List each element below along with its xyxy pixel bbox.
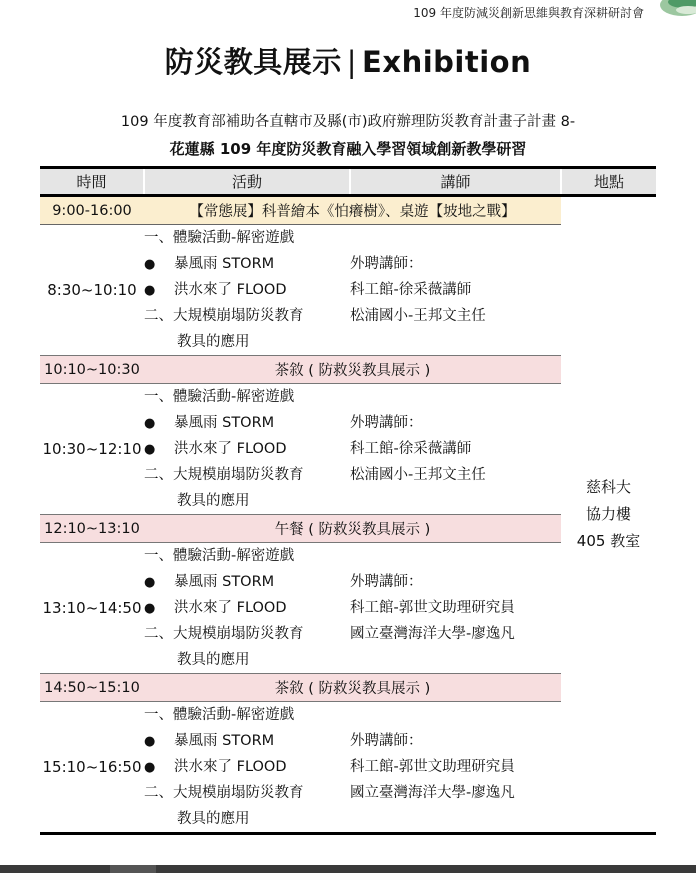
break-time: 12:10~13:10 <box>40 515 144 543</box>
exhibit-time: 9:00-16:00 <box>40 196 144 225</box>
break-time: 14:50~15:10 <box>40 674 144 702</box>
column-header-activity: 活動 <box>144 168 350 196</box>
location-cell <box>561 196 656 834</box>
break-text: 午餐 ( 防救災教具展示 ) <box>144 515 561 543</box>
session-activities <box>144 384 350 515</box>
bullet-icon: ● <box>144 257 156 272</box>
bullet-icon: ● <box>144 416 156 431</box>
activity-item <box>144 436 350 462</box>
activity-item <box>144 277 350 303</box>
location-line-3: 405 教室 <box>576 532 641 550</box>
activity-heading: 一、體驗活動-解密遊戲 <box>144 230 295 246</box>
break-time: 10:10~10:30 <box>40 356 144 384</box>
activity-item <box>144 754 350 780</box>
instructor-label: 外聘講師： <box>350 256 423 272</box>
title-zh: 防災教具展示 <box>164 45 342 79</box>
session-time: 10:30~12:10 <box>42 440 142 458</box>
instructor-label: 外聘講師： <box>350 415 423 431</box>
activity-heading: 二、大規模崩塌防災教育 <box>144 467 304 483</box>
title-separator: | <box>346 45 358 79</box>
instructor-name: 科工館-徐采薇講師 <box>350 441 472 457</box>
bullet-icon: ● <box>144 760 156 775</box>
conference-header-note: 109 年度防減災創新思維與教育深耕研討會 <box>413 6 644 20</box>
bullet-icon: ● <box>144 575 156 590</box>
activity-item-label: 洪水來了 FLOOD <box>174 282 287 298</box>
conference-logo-icon <box>654 0 696 20</box>
instructor-label: 外聘講師： <box>350 574 423 590</box>
program-subtitle: 109 年度教育部補助各直轄市及縣(市)政府辦理防災教育計畫子計畫 8- <box>120 114 576 130</box>
bullet-icon: ● <box>144 442 156 457</box>
column-header-time: 時間 <box>40 168 144 196</box>
bottom-scroll-bar[interactable] <box>0 865 696 873</box>
schedule-table <box>40 166 656 835</box>
instructor-label: 外聘講師： <box>350 733 423 749</box>
session-activities <box>144 702 350 834</box>
instructor-name: 國立臺灣海洋大學-廖逸凡 <box>350 626 515 642</box>
activity-item <box>144 595 350 621</box>
activity-heading: 一、體驗活動-解密遊戲 <box>144 707 295 723</box>
session-time: 13:10~14:50 <box>42 599 142 617</box>
activity-item <box>144 251 350 277</box>
activity-heading-cont: 教具的應用 <box>177 493 250 509</box>
location-line-1: 慈科大 <box>585 478 631 496</box>
session-time: 15:10~16:50 <box>40 702 144 834</box>
instructor-name: 松浦國小-王邦文主任 <box>350 308 486 324</box>
exhibit-text: 【常態展】科普繪本《怕癢樹》、桌遊【坡地之戰】 <box>144 196 561 225</box>
session-instructors <box>350 702 561 834</box>
break-text: 茶敘 ( 防救災教具展示 ) <box>144 356 561 384</box>
session-instructors <box>350 384 561 515</box>
activity-heading: 一、體驗活動-解密遊戲 <box>144 548 295 564</box>
activity-item-label: 暴風雨 STORM <box>174 256 275 272</box>
activity-item-label: 暴風雨 STORM <box>174 733 275 749</box>
activity-heading-cont: 教具的應用 <box>177 652 250 668</box>
location-line-2: 協力樓 <box>585 505 631 523</box>
activity-item <box>144 569 350 595</box>
instructor-name: 科工館-郭世文助理研究員 <box>350 759 515 775</box>
session-activities <box>144 543 350 674</box>
session-instructors <box>350 543 561 674</box>
instructor-name: 科工館-郭世文助理研究員 <box>350 600 515 616</box>
activity-item <box>144 410 350 436</box>
activity-item-label: 暴風雨 STORM <box>174 415 275 431</box>
bullet-icon: ● <box>144 734 156 749</box>
break-text: 茶敘 ( 防救災教具展示 ) <box>144 674 561 702</box>
activity-item-label: 洪水來了 FLOOD <box>174 759 287 775</box>
instructor-name: 松浦國小-王邦文主任 <box>350 467 486 483</box>
activity-item-label: 暴風雨 STORM <box>174 574 275 590</box>
instructor-name: 國立臺灣海洋大學-廖逸凡 <box>350 785 515 801</box>
session-time: 8:30~10:10 <box>47 281 137 299</box>
page-title <box>0 40 696 81</box>
bullet-icon: ● <box>144 283 156 298</box>
activity-heading-cont: 教具的應用 <box>177 811 250 827</box>
activity-heading: 一、體驗活動-解密遊戲 <box>144 389 295 405</box>
activity-heading: 二、大規模崩塌防災教育 <box>144 308 304 324</box>
scrollbar-thumb[interactable] <box>110 865 156 873</box>
table-header-row <box>40 168 656 196</box>
workshop-subtitle: 花蓮縣 109 年度防災教育融入學習領域創新教學研習 <box>169 140 527 158</box>
session-activities <box>144 225 350 356</box>
activity-item-label: 洪水來了 FLOOD <box>174 441 287 457</box>
activity-item <box>144 728 350 754</box>
permanent-exhibit-row <box>40 196 656 225</box>
activity-heading: 二、大規模崩塌防災教育 <box>144 626 304 642</box>
session-instructors <box>350 225 561 356</box>
column-header-location: 地點 <box>561 168 656 196</box>
column-header-instructor: 講師 <box>350 168 561 196</box>
instructor-name: 科工館-徐采薇講師 <box>350 282 472 298</box>
activity-heading-cont: 教具的應用 <box>177 334 250 350</box>
activity-heading: 二、大規模崩塌防災教育 <box>144 785 304 801</box>
activity-item-label: 洪水來了 FLOOD <box>174 600 287 616</box>
bullet-icon: ● <box>144 601 156 616</box>
title-en: Exhibition <box>362 45 532 79</box>
